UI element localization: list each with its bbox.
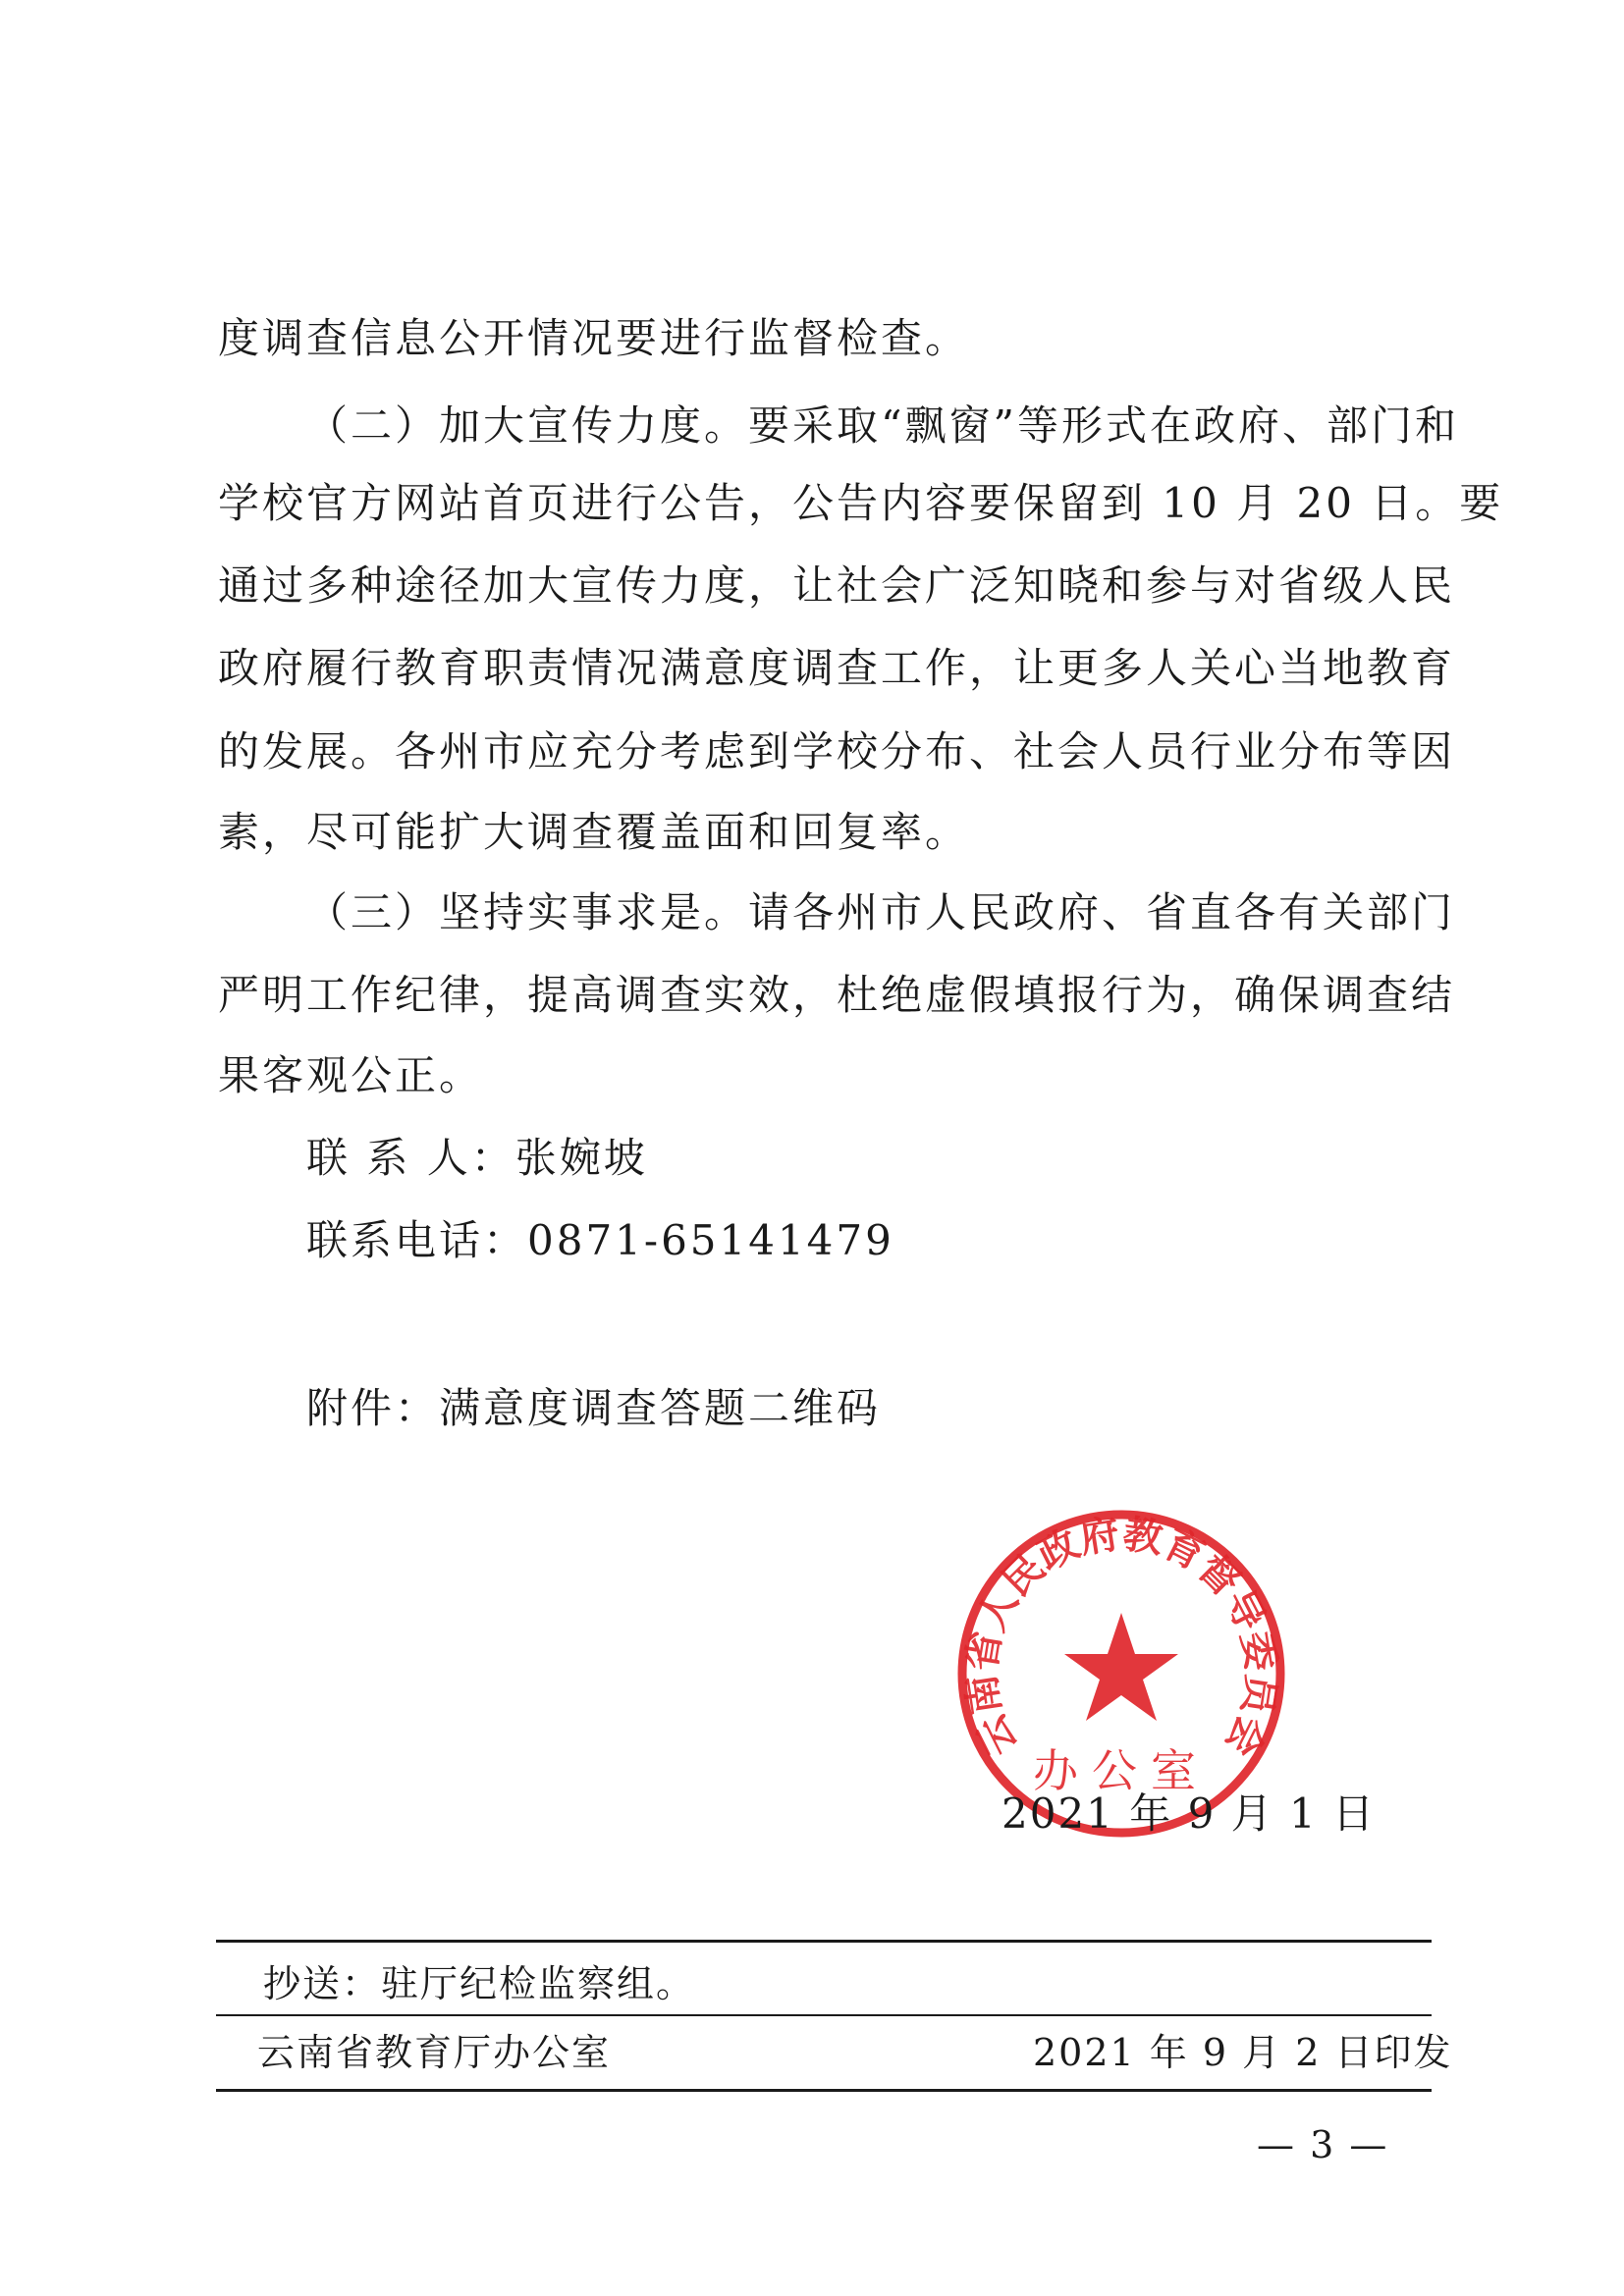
star-icon [1064,1613,1178,1721]
seal-ring-text: 云南省人民政府教育督导委员会 [958,1511,1284,1764]
footer-top-rule [216,1940,1432,1943]
paragraph-3-line-1: （三）坚持实事求是。请各州市人民政府、省直各有关部门 [306,888,1456,936]
paragraph-3-line-3: 果客观公正。 [218,1051,484,1099]
issue-date: 2021 年 9 月 2 日印发 [1033,2031,1453,2074]
paragraph-2-line-5: 的发展。各州市应充分考虑到学校分布、社会人员行业分布等因 [218,727,1456,775]
signature-date: 2021 年 9 月 1 日 [1001,1789,1377,1838]
seal-center-text: 办公室 [1033,1746,1210,1796]
paragraph-2-line-4: 政府履行教育职责情况满意度调查工作，让更多人关心当地教育 [218,644,1456,692]
issuer: 云南省教育厅办公室 [257,2031,612,2074]
footer-bottom-rule [216,2089,1432,2092]
paragraph-2-line-1: （二）加大宣传力度。要采取“飘窗”等形式在政府、部门和 [306,401,1459,450]
paragraph-1-line-1: 度调查信息公开情况要进行监督检查。 [218,314,970,362]
footer-middle-rule [216,2014,1432,2016]
cc-line: 抄送：驻厅纪检监察组。 [263,1962,696,2005]
paragraph-2-line-2: 学校官方网站首页进行公告，公告内容要保留到 10 月 20 日。要 [218,479,1504,527]
paragraph-2-line-3: 通过多种途径加大宣传力度，让社会广泛知晓和参与对省级人民 [218,561,1456,610]
page-number: — 3 — [1257,2123,1389,2166]
paragraph-2-line-6: 素，尽可能扩大调查覆盖面和回复率。 [218,808,970,856]
contact-phone: 联系电话：0871-65141479 [306,1216,894,1264]
contact-person: 联 系 人：张婉坡 [306,1134,648,1182]
paragraph-3-line-2: 严明工作纪律，提高调查实效，杜绝虚假填报行为，确保调查结 [218,971,1456,1019]
attachment-note: 附件：满意度调查答题二维码 [306,1384,882,1432]
